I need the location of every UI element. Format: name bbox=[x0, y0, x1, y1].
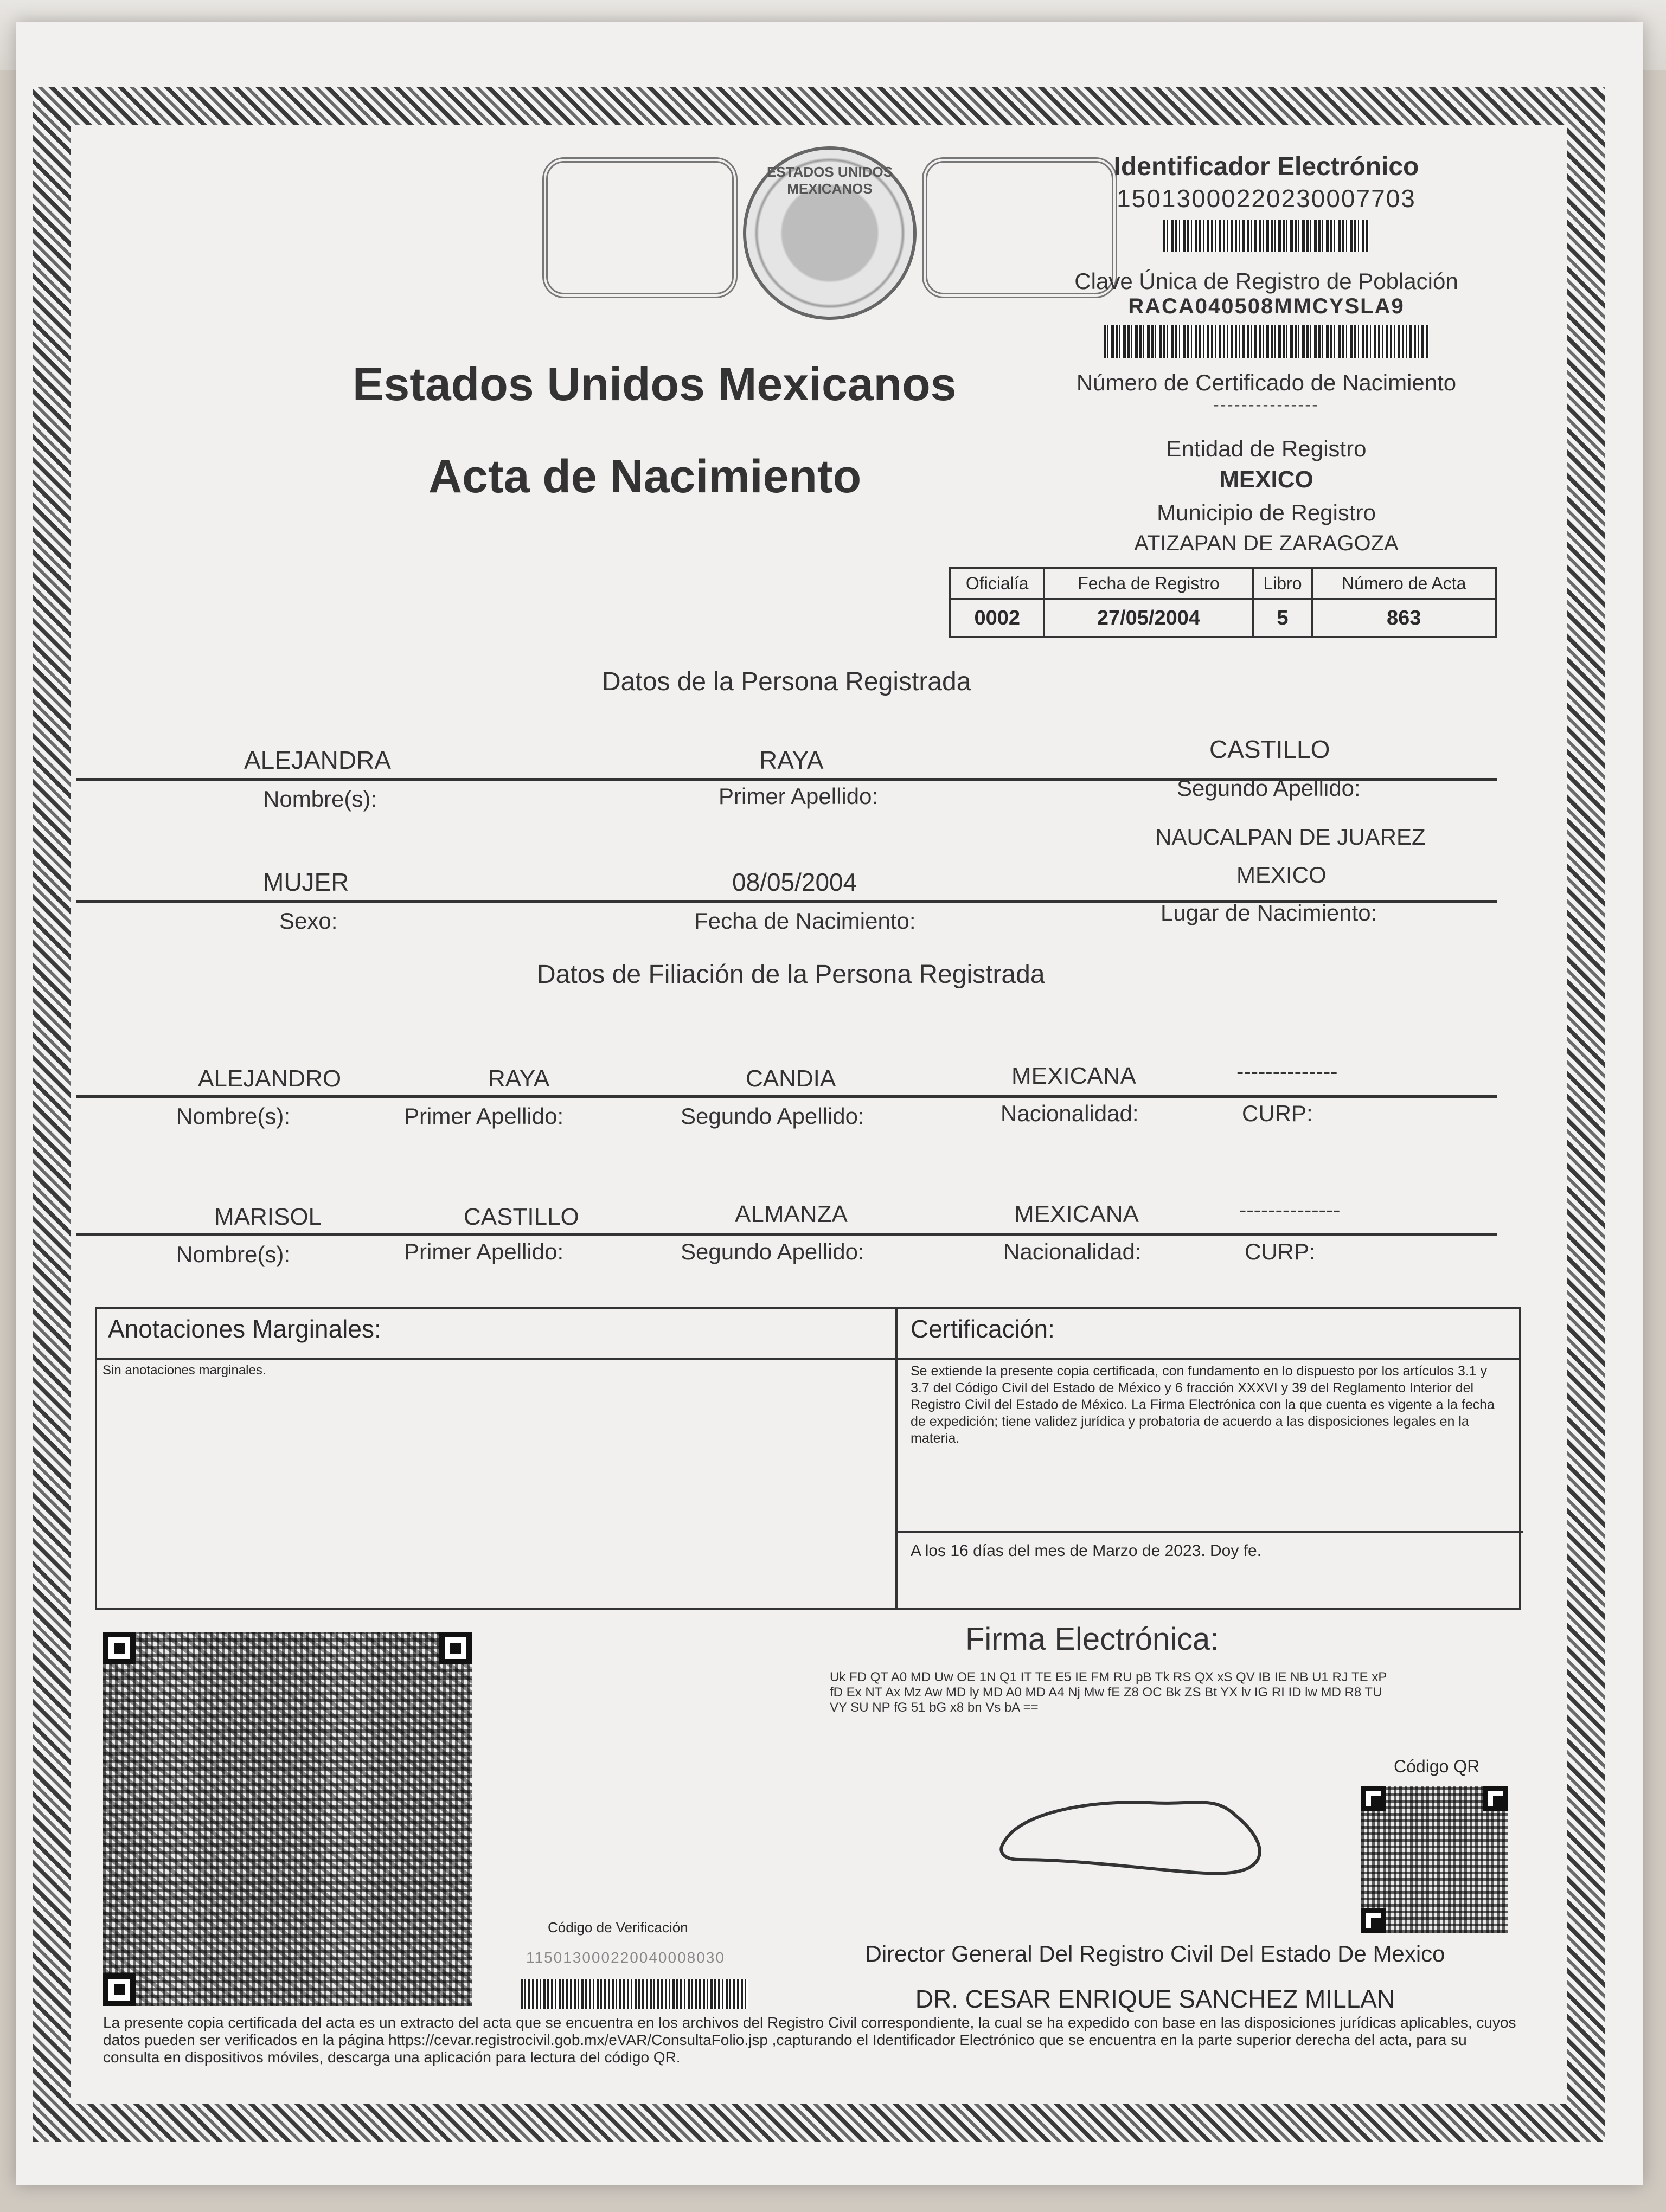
mother-curp: -------------- bbox=[1239, 1198, 1341, 1222]
birth-date: 08/05/2004 bbox=[732, 868, 857, 896]
birth-certificate-number-value: --------------- bbox=[1213, 396, 1319, 414]
table-header: Número de Acta bbox=[1312, 568, 1496, 599]
registry-municipality-label: Municipio de Registro bbox=[1157, 500, 1376, 525]
divider-line bbox=[76, 1095, 1497, 1098]
father-name-label: Nombre(s): bbox=[176, 1103, 291, 1129]
qr-finder-icon bbox=[1361, 1786, 1386, 1811]
greca-ornament-left bbox=[542, 157, 738, 298]
verification-barcode bbox=[521, 1979, 748, 2009]
person-second-surname: CASTILLO bbox=[1209, 735, 1330, 763]
curp-barcode bbox=[1104, 325, 1429, 358]
person-first-name: ALEJANDRA bbox=[244, 746, 391, 774]
curp-label: Clave Única de Registro de Población bbox=[1074, 268, 1458, 294]
table-header: Oficialía bbox=[950, 568, 1044, 599]
id-barcode bbox=[1163, 220, 1369, 252]
divider-line bbox=[898, 1531, 1523, 1533]
mother-name-label: Nombre(s): bbox=[176, 1242, 291, 1267]
registry-municipality-value: ATIZAPAN DE ZARAGOZA bbox=[1134, 531, 1399, 555]
signature-qr-code[interactable] bbox=[1361, 1786, 1508, 1933]
mother-first-surname-label: Primer Apellido: bbox=[404, 1239, 564, 1264]
father-nationality-label: Nacionalidad: bbox=[1001, 1101, 1139, 1126]
qr-finder-icon bbox=[1483, 1786, 1508, 1811]
mother-name: MARISOL bbox=[214, 1204, 322, 1230]
electronic-id-value: 15013000220230007703 bbox=[1117, 184, 1416, 213]
father-curp-label: CURP: bbox=[1242, 1101, 1313, 1126]
handwritten-signature bbox=[987, 1778, 1291, 1887]
qr-finder-icon bbox=[103, 1632, 136, 1664]
person-first-surname: RAYA bbox=[759, 746, 824, 774]
mother-second-surname-label: Segundo Apellido: bbox=[681, 1239, 864, 1264]
second-surname-label: Segundo Apellido: bbox=[1177, 775, 1361, 801]
mother-curp-label: CURP: bbox=[1245, 1239, 1316, 1264]
sex-label: Sexo: bbox=[279, 908, 338, 934]
table-cell: 0002 bbox=[950, 599, 1044, 637]
footer-legal-text: La presente copia certificada del acta es un extracto del acta que se encuentra en los archivos del Registro Civil correspondiente, la cual se ha expedido con base en las disposiciones jurídicas aplicables, cuyos datos pueden ser verificados en la página https://cevar.registrocivil.gob.mx/eVAR/ConsultaFolio.jsp ,capturando el Identificador Electrónico que se encuentra en la parte superior derecha del acta, para su consulta en dispositivos móviles, descarga una aplicación para lectura del código QR. bbox=[103, 2014, 1516, 2066]
electronic-signature-code: Uk FD QT A0 MD Uw OE 1N Q1 IT TE E5 IE FM RU pB Tk RS QX xS QV IB IE NB U1 RJ TE xP fD Ex NT Ax Mz Aw MD ly MD A0 MD A4 Nj Mw fE Z8 OC Bk ZS Bt YX lv IG RI ID lw MD R8 TU VY SU NP fG 51 bG x8 bn Vs bA == bbox=[830, 1670, 1387, 1715]
birth-certificate-number-label: Número de Certificado de Nacimiento bbox=[1076, 370, 1457, 395]
verification-code: 115013000220040008030 bbox=[526, 1949, 725, 1966]
verification-qr-code[interactable] bbox=[103, 1632, 472, 2006]
certification-text: Se extiende la presente copia certificada, con fundamento en lo dispuesto por los artículos 3.1 y 3.7 del Código Civil del Estado de México y 6 fracción XXXVI y 39 del Reglamento Interior del Registro Civil del Estado de México. La Firma Electrónica con la que cuenta es vigente a la fecha de expedición; tiene validez jurídica y probatoria de acuerdo a las disposiciones legales en la materia. bbox=[911, 1364, 1495, 1446]
curp-value: RACA040508MMCYSLA9 bbox=[1128, 294, 1405, 318]
first-name-label: Nombre(s): bbox=[263, 786, 377, 812]
registry-state-value: MEXICO bbox=[1219, 466, 1313, 493]
certification-title: Certificación: bbox=[911, 1315, 1055, 1343]
table-header: Fecha de Registro bbox=[1044, 568, 1253, 599]
document-title: Acta de Nacimiento bbox=[428, 451, 862, 503]
father-first-surname-label: Primer Apellido: bbox=[404, 1103, 564, 1129]
divider-line bbox=[895, 1309, 898, 1608]
father-second-surname: CANDIA bbox=[746, 1065, 836, 1092]
mother-second-surname: ALMANZA bbox=[735, 1201, 848, 1227]
eagle-seal-icon bbox=[743, 146, 917, 320]
director-title: Director General Del Registro Civil Del Estado De Mexico bbox=[865, 1941, 1445, 1966]
table-cell: 5 bbox=[1253, 599, 1312, 637]
identifier-block bbox=[982, 152, 1551, 556]
father-first-surname: RAYA bbox=[488, 1065, 550, 1092]
qr-finder-icon bbox=[439, 1632, 472, 1664]
mother-nationality-label: Nacionalidad: bbox=[1003, 1239, 1142, 1264]
director-name: DR. CESAR ENRIQUE SANCHEZ MILLAN bbox=[915, 1985, 1395, 2013]
table-cell: 27/05/2004 bbox=[1044, 599, 1253, 637]
certificate-content bbox=[71, 125, 1567, 2104]
annotations-certification-box bbox=[95, 1307, 1521, 1610]
qr-finder-icon bbox=[103, 1973, 136, 2006]
electronic-signature-title: Firma Electrónica: bbox=[965, 1622, 1219, 1657]
birth-municipality: NAUCALPAN DE JUAREZ bbox=[1155, 824, 1426, 850]
qr-code-label: Código QR bbox=[1394, 1757, 1480, 1776]
father-curp: -------------- bbox=[1236, 1060, 1338, 1084]
verification-code-label: Código de Verificación bbox=[548, 1919, 688, 1935]
qr-finder-icon bbox=[1361, 1908, 1386, 1933]
father-second-surname-label: Segundo Apellido: bbox=[681, 1103, 864, 1129]
mother-nationality: MEXICANA bbox=[1014, 1201, 1139, 1227]
divider-line bbox=[97, 1358, 1519, 1360]
electronic-id-label: Identificador Electrónico bbox=[1113, 152, 1419, 181]
registry-state-label: Entidad de Registro bbox=[1166, 436, 1367, 461]
person-sex: MUJER bbox=[263, 868, 349, 896]
marginal-notes-title: Anotaciones Marginales: bbox=[108, 1315, 381, 1343]
divider-line bbox=[76, 1233, 1497, 1236]
table-header: Libro bbox=[1253, 568, 1312, 599]
mother-first-surname: CASTILLO bbox=[464, 1204, 579, 1230]
registry-table bbox=[949, 567, 1497, 638]
marginal-notes-text: Sin anotaciones marginales. bbox=[102, 1363, 266, 1378]
father-nationality: MEXICANA bbox=[1011, 1063, 1136, 1089]
certification-date: A los 16 días del mes de Marzo de 2023. Doy fe. bbox=[911, 1542, 1262, 1560]
seal-text: ESTADOS UNIDOS MEXICANOS bbox=[766, 164, 893, 197]
table-cell: 863 bbox=[1312, 599, 1496, 637]
filiation-section-title: Datos de Filiación de la Persona Registrada bbox=[537, 960, 1045, 989]
person-section-title: Datos de la Persona Registrada bbox=[602, 667, 971, 696]
birth-date-label: Fecha de Nacimiento: bbox=[694, 908, 916, 934]
father-name: ALEJANDRO bbox=[198, 1065, 342, 1092]
first-surname-label: Primer Apellido: bbox=[719, 783, 879, 809]
birth-state: MEXICO bbox=[1236, 862, 1327, 888]
country-title: Estados Unidos Mexicanos bbox=[353, 358, 957, 410]
birth-place-label: Lugar de Nacimiento: bbox=[1161, 900, 1377, 925]
